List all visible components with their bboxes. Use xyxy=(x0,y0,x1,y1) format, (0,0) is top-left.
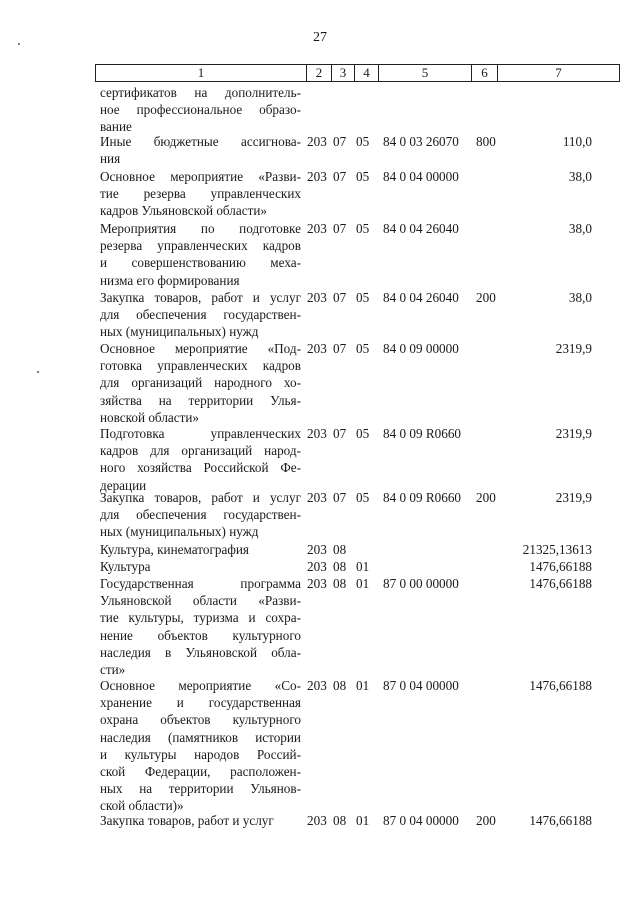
description-line: ных (муниципальных) нужд xyxy=(100,324,259,340)
description-line: резерва управленческих кадров xyxy=(100,238,301,254)
cell-col-4: 01 xyxy=(356,813,370,828)
description-line: Закупка товаров, работ и услуг xyxy=(100,290,301,305)
description-line: Закупка товаров, работ и услуг xyxy=(100,490,301,505)
description-line: ных на территории Ульянов- xyxy=(100,781,301,797)
cell-col-3: 08 xyxy=(333,678,347,693)
cell-col-3: 07 xyxy=(333,134,347,149)
description-line: кадров Ульяновской области» xyxy=(100,203,268,219)
cell-col-7: 2319,9 xyxy=(555,426,592,441)
cell-col-7: 1476,66188 xyxy=(529,678,592,693)
description-line: кадров для организаций народ- xyxy=(100,443,301,459)
description-line: Подготовка управленческих xyxy=(100,426,301,441)
description-line: готовка управленческих кадров xyxy=(100,358,301,374)
cell-col-7: 2319,9 xyxy=(555,341,592,356)
row-description xyxy=(100,289,301,341)
row-description xyxy=(100,133,301,167)
cell-col-5: 84 0 09 R0660 xyxy=(383,490,462,505)
cell-col-4: 05 xyxy=(356,290,370,305)
description-line: и совершенствованию меха- xyxy=(100,255,301,271)
cell-col-2: 203 xyxy=(307,813,327,828)
cell-col-2: 203 xyxy=(307,221,327,236)
description-line: ской Федерации, расположен- xyxy=(100,764,301,780)
cell-col-7: 38,0 xyxy=(568,290,592,305)
row-description xyxy=(100,340,301,426)
cell-col-2: 203 xyxy=(307,134,327,149)
column-header-1: 1 xyxy=(96,65,307,81)
column-header-7: 7 xyxy=(555,65,562,80)
description-line: Культура, кинематография xyxy=(100,542,249,557)
description-line: хранение и государственная xyxy=(100,695,301,711)
cell-col-3: 07 xyxy=(333,341,347,356)
cell-col-3: 08 xyxy=(333,559,347,574)
cell-col-7: 2319,9 xyxy=(555,490,592,505)
cell-col-6: 200 xyxy=(476,813,496,828)
description-line: ской области)» xyxy=(100,798,184,814)
description-line: тие культуры, туризма и сохра- xyxy=(100,610,301,626)
description-line: низма его формирования xyxy=(100,272,240,288)
cell-col-2: 203 xyxy=(307,576,327,591)
cell-col-7: 1476,66188 xyxy=(529,559,592,574)
description-line: для обеспечения государствен- xyxy=(100,507,301,523)
row-description xyxy=(100,168,301,220)
cell-col-3: 08 xyxy=(333,542,347,557)
description-line: нение объектов культурного xyxy=(100,627,301,643)
row-description xyxy=(100,575,301,678)
cell-col-7: 38,0 xyxy=(568,221,592,236)
cell-col-5: 84 0 03 26070 xyxy=(383,134,459,149)
cell-col-5: 84 0 09 00000 xyxy=(383,341,459,356)
description-line: Закупка товаров, работ и услуг xyxy=(100,813,274,828)
description-line: сертификатов на дополнитель- xyxy=(100,85,301,100)
description-line: Основное мероприятие «Со- xyxy=(100,678,301,693)
cell-col-3: 08 xyxy=(333,813,347,828)
description-line: Государственная программа xyxy=(100,576,301,591)
description-line: сти» xyxy=(100,662,126,678)
cell-col-5: 87 0 04 00000 xyxy=(383,678,459,693)
cell-col-6: 200 xyxy=(476,490,496,505)
description-line: вание xyxy=(100,119,132,135)
description-line: наследия (памятников истории xyxy=(100,729,301,745)
row-description xyxy=(100,220,301,289)
description-line: Мероприятия по подготовке xyxy=(100,221,301,236)
cell-col-6: 200 xyxy=(476,290,496,305)
row-description xyxy=(100,84,301,136)
description-line: дерации xyxy=(100,477,147,493)
row-description xyxy=(100,812,301,829)
column-header-3: 3 xyxy=(332,65,355,81)
page-number: 27 xyxy=(313,30,327,45)
cell-col-2: 203 xyxy=(307,290,327,305)
cell-col-5: 84 0 04 26040 xyxy=(383,221,459,236)
column-header-2: 2 xyxy=(307,65,332,81)
row-description xyxy=(100,425,301,494)
description-line: Ульяновской области «Разви- xyxy=(100,593,301,609)
cell-col-3: 07 xyxy=(333,221,347,236)
cell-col-4: 01 xyxy=(356,576,370,591)
cell-col-3: 07 xyxy=(333,169,347,184)
cell-col-5: 84 0 04 00000 xyxy=(383,169,459,184)
column-header-5: 5 xyxy=(379,65,472,81)
cell-col-2: 203 xyxy=(307,678,327,693)
description-line: тие резерва управленческих xyxy=(100,186,301,202)
cell-col-5: 87 0 04 00000 xyxy=(383,813,459,828)
cell-col-2: 203 xyxy=(307,169,327,184)
description-line: новской области» xyxy=(100,409,200,425)
description-line: для организаций народного хо- xyxy=(100,375,301,391)
description-line: Иные бюджетные ассигнова- xyxy=(100,134,301,149)
cell-col-3: 08 xyxy=(333,576,347,591)
cell-col-7: 1476,66188 xyxy=(529,576,592,591)
description-line: зяйства на территории Улья- xyxy=(100,392,301,408)
cell-col-2: 203 xyxy=(307,426,327,441)
cell-col-2: 203 xyxy=(307,542,327,557)
description-line: ных (муниципальных) нужд xyxy=(100,524,259,540)
cell-col-4: 05 xyxy=(356,221,370,236)
cell-col-7: 110,0 xyxy=(562,134,592,149)
row-description xyxy=(100,489,301,541)
cell-col-7: 1476,66188 xyxy=(529,813,592,828)
cell-col-2: 203 xyxy=(307,490,327,505)
cell-col-4: 05 xyxy=(356,169,370,184)
row-description xyxy=(100,558,301,575)
description-line: Основное мероприятие «Разви- xyxy=(100,169,301,184)
cell-col-5: 84 0 04 26040 xyxy=(383,290,459,305)
column-header-6: 6 xyxy=(472,65,498,81)
description-line: ного хозяйства Российской Фе- xyxy=(100,460,301,476)
description-line: наследия в Ульяновской обла- xyxy=(100,644,301,660)
cell-col-5: 87 0 00 00000 xyxy=(383,576,459,591)
cell-col-3: 07 xyxy=(333,490,347,505)
cell-col-4: 01 xyxy=(356,678,370,693)
cell-col-6: 800 xyxy=(476,134,496,149)
description-line: Основное мероприятие «Под- xyxy=(100,341,301,356)
cell-col-4: 01 xyxy=(356,559,370,574)
description-line: ния xyxy=(100,151,121,167)
description-line: для обеспечения государствен- xyxy=(100,307,301,323)
description-line: охрана объектов культурного xyxy=(100,712,301,728)
cell-col-3: 07 xyxy=(333,290,347,305)
cell-col-7: 21325,13613 xyxy=(522,542,592,557)
cell-col-2: 203 xyxy=(307,341,327,356)
row-description xyxy=(100,541,301,558)
description-line: и культуры народов Россий- xyxy=(100,746,301,762)
cell-col-4: 05 xyxy=(356,426,370,441)
cell-col-4: 05 xyxy=(356,490,370,505)
cell-col-4: 05 xyxy=(356,134,370,149)
cell-col-2: 203 xyxy=(307,559,327,574)
description-line: Культура xyxy=(100,559,151,574)
row-description xyxy=(100,677,301,815)
column-header-4: 4 xyxy=(355,65,379,81)
cell-col-7: 38,0 xyxy=(568,169,592,184)
description-line: ное профессиональное образо- xyxy=(100,102,301,118)
cell-col-4: 05 xyxy=(356,341,370,356)
cell-col-5: 84 0 09 R0660 xyxy=(383,426,462,441)
cell-col-3: 07 xyxy=(333,426,347,441)
